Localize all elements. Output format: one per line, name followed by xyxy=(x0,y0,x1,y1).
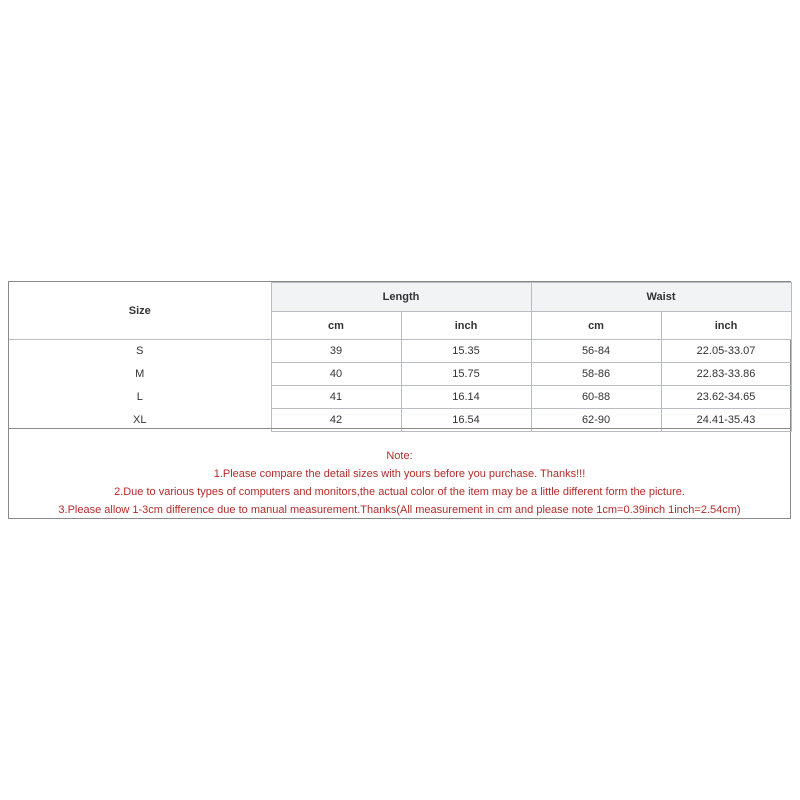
notes-title: Note: xyxy=(386,450,413,462)
waist-inch-cell: 22.05-33.07 xyxy=(661,340,791,363)
table-row xyxy=(9,340,791,363)
waist-cm-cell: 60-88 xyxy=(531,386,661,409)
waist-cm-cell: 58-86 xyxy=(531,363,661,386)
table-row xyxy=(9,386,791,409)
divider xyxy=(9,428,790,429)
length-inch-header: inch xyxy=(401,312,531,340)
length-inch-cell: 15.35 xyxy=(401,340,531,363)
length-cm-cell: 40 xyxy=(271,363,401,386)
length-cm-cell: 39 xyxy=(271,340,401,363)
size-cell: M xyxy=(9,363,271,386)
waist-inch-header: inch xyxy=(661,312,791,340)
size-cell: S xyxy=(9,340,271,363)
length-cm-cell: 42 xyxy=(271,409,401,432)
waist-group-header: Waist xyxy=(531,283,791,312)
note-line: 2.Due to various types of computers and monitors,the actual color of the item may be a little different form the picture. xyxy=(114,486,685,498)
size-column-header: Size xyxy=(9,283,271,340)
waist-inch-cell: 22.83-33.86 xyxy=(661,363,791,386)
waist-cm-cell: 62-90 xyxy=(531,409,661,432)
length-inch-cell: 15.75 xyxy=(401,363,531,386)
size-cell: L xyxy=(9,386,271,409)
length-cm-cell: 41 xyxy=(271,386,401,409)
length-group-header: Length xyxy=(271,283,531,312)
note-line: 1.Please compare the detail sizes with yours before you purchase. Thanks!!! xyxy=(213,468,586,480)
table-row xyxy=(9,363,791,386)
length-inch-cell: 16.54 xyxy=(401,409,531,432)
notes-section xyxy=(9,447,790,519)
waist-cm-cell: 56-84 xyxy=(531,340,661,363)
size-cell: XL xyxy=(9,409,271,432)
length-inch-cell: 16.14 xyxy=(401,386,531,409)
size-chart xyxy=(8,281,791,519)
note-line: 3.Please allow 1-3cm difference due to manual measurement.Thanks(All measurement in cm and please note 1cm=0.39inch 1inch=2.54cm) xyxy=(58,504,741,516)
size-table xyxy=(9,282,792,432)
waist-cm-header: cm xyxy=(531,312,661,340)
waist-inch-cell: 23.62-34.65 xyxy=(661,386,791,409)
waist-inch-cell: 24.41-35.43 xyxy=(661,409,791,432)
length-cm-header: cm xyxy=(271,312,401,340)
